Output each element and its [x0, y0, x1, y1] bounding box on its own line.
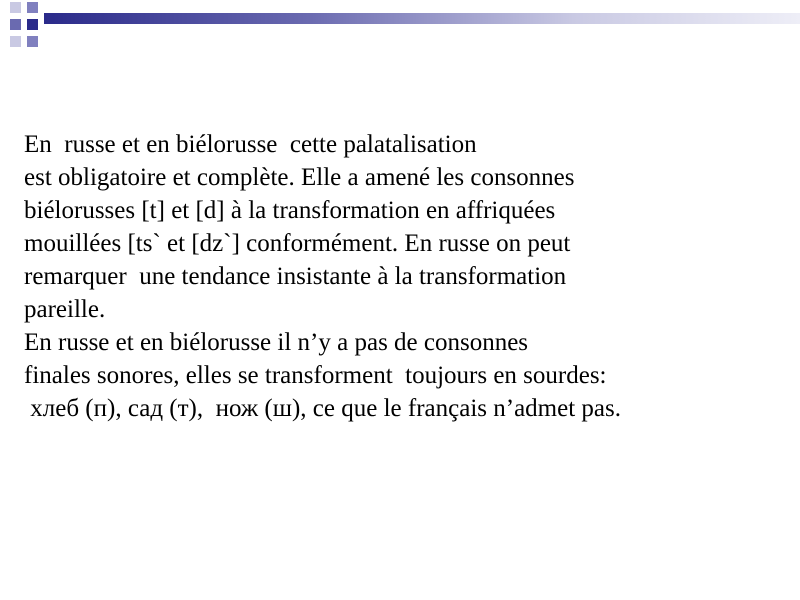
- decor-square-1: [10, 2, 21, 13]
- text-line: pareille.: [24, 296, 106, 323]
- decor-square-2: [27, 2, 38, 13]
- text-line: хлеб (п), сад (т), нож (ш), ce que le français n’admet pas.: [24, 395, 621, 422]
- decor-square-4: [27, 19, 38, 30]
- decor-square-5: [10, 36, 21, 47]
- text-line: En russe et en biélorusse cette palatalisation: [24, 131, 477, 158]
- header-gradient-bar: [44, 13, 800, 24]
- text-line: mouillées [ts` et [dz`] conformément. En russe on peut: [24, 230, 571, 257]
- text-line: est obligatoire et complète. Elle a amené les consonnes: [24, 164, 575, 191]
- slide-body-text: [24, 128, 794, 425]
- text-line: biélorusses [t] et [d] à la transformation en affriquées: [24, 197, 556, 224]
- text-line: finales sonores, elles se transforment toujours en sourdes:: [24, 362, 607, 389]
- decor-square-3: [10, 19, 21, 30]
- text-line: remarquer une tendance insistante à la transformation: [24, 263, 567, 290]
- text-line: En russe et en biélorusse il n’y a pas de consonnes: [24, 329, 529, 356]
- decor-square-6: [27, 36, 38, 47]
